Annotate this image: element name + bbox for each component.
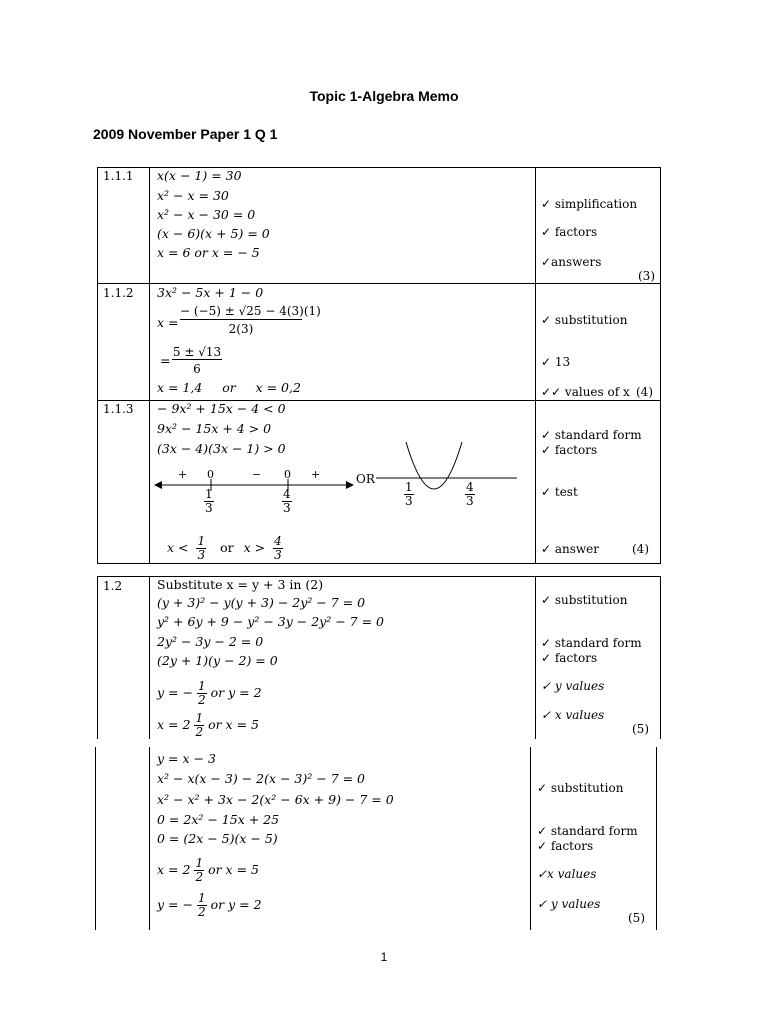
- y-values-line: y = − $\frac{1}{2}$ or y = 2: [157, 891, 262, 919]
- mark-item: ✓ factors: [541, 651, 598, 665]
- mark-item: ✓ substitution: [541, 593, 628, 607]
- fraction-four-thirds: $\frac{4}{3}$: [283, 487, 291, 515]
- mark-item: ✓ y values: [537, 897, 601, 911]
- working-line: x = 6 or x = − 5: [157, 245, 260, 260]
- sign-label: 0: [207, 468, 214, 481]
- mark-item: ✓ test: [541, 485, 578, 499]
- table-border: [660, 576, 661, 739]
- working-line: (x − 6)(x + 5) = 0: [157, 226, 270, 241]
- working-line: x² − x² + 3x − 2(x² − 6x + 9) − 7 = 0: [157, 792, 394, 807]
- mark-item: ✓answers: [541, 255, 602, 269]
- x-values-line: x = 2 $\frac{1}{2}$ or x = 5: [157, 856, 259, 884]
- mark-item: ✓ simplification: [541, 197, 638, 211]
- table-border: [97, 576, 98, 739]
- working-line: (2y + 1)(y − 2) = 0: [157, 653, 278, 668]
- y-values-line: y = − $\frac{1}{2}$ or y = 2: [157, 679, 262, 707]
- mark-item: ✓ substitution: [541, 313, 628, 327]
- question-number: 1.2: [103, 579, 123, 593]
- answer-line: x = 1,4 or x = 0,2: [157, 380, 301, 395]
- page-number: 1: [380, 950, 388, 964]
- working-line: x(x − 1) = 30: [157, 168, 242, 183]
- mark-item: ✓ factors: [541, 225, 598, 239]
- working-line: (y + 3)² − y(y + 3) − 2y² − 7 = 0: [157, 595, 366, 610]
- or-label: OR: [356, 472, 375, 486]
- mark-total: (5): [632, 722, 649, 736]
- column-divider: [530, 747, 531, 930]
- column-divider: [535, 576, 536, 739]
- column-divider: [535, 167, 536, 564]
- sign-label: 0: [284, 468, 291, 481]
- inequality-answer: x < $\frac{1}{3}$ or x > $\frac{4}{3}$: [167, 534, 282, 562]
- row-divider: [97, 283, 661, 284]
- question-number: 1.1.2: [103, 286, 134, 300]
- parabola-sketch: [376, 440, 521, 510]
- mark-item: ✓ factors: [541, 443, 598, 457]
- working-line: x² − x = 30: [157, 188, 229, 203]
- question-number: 1.1.3: [103, 402, 134, 416]
- sign-label: −: [252, 468, 262, 481]
- fraction-one-third: $\frac{1}{3}$: [405, 480, 413, 508]
- table-border: [660, 167, 661, 564]
- mark-total: (4): [632, 542, 649, 556]
- table-border: [97, 563, 661, 564]
- mark-item: ✓ factors: [537, 839, 594, 853]
- mark-item: ✓ y values: [541, 679, 605, 693]
- sign-label: +: [311, 468, 321, 481]
- working-line: y = x − 3: [157, 751, 216, 766]
- working-line: 0 = (2x − 5)(x − 5): [157, 831, 278, 846]
- question-number: 1.1.1: [103, 169, 134, 183]
- mark-total: (5): [628, 911, 645, 925]
- mark-total: (4): [636, 385, 653, 399]
- sign-label: +: [178, 468, 188, 481]
- working-line: 0 = 2x² − 15x + 25: [157, 812, 280, 827]
- mark-item: ✓ standard form: [541, 428, 642, 442]
- mark-total: (3): [638, 269, 655, 283]
- section-subtitle: 2009 November Paper 1 Q 1: [93, 126, 278, 142]
- mark-item: ✓x values: [537, 867, 597, 881]
- mark-item: ✓✓ values of x: [541, 385, 630, 399]
- column-divider: [149, 747, 150, 930]
- mark-item: ✓ answer: [541, 542, 600, 556]
- formula-numerator: 5 ± √13: [172, 345, 222, 359]
- fraction-four-thirds: $\frac{4}{3}$: [466, 480, 474, 508]
- working-line: 9x² − 15x + 4 > 0: [157, 421, 272, 436]
- mark-item: ✓ standard form: [537, 824, 638, 838]
- working-line: (3x − 4)(3x − 1) > 0: [157, 441, 286, 456]
- mark-item: ✓ standard form: [541, 636, 642, 650]
- table-border: [656, 747, 657, 930]
- column-divider: [149, 576, 150, 739]
- working-line: 2y² − 3y − 2 = 0: [157, 634, 264, 649]
- mark-item: ✓ substitution: [537, 781, 624, 795]
- table-border: [95, 747, 96, 930]
- x-values-line: x = 2 $\frac{1}{2}$ or x = 5: [157, 711, 259, 739]
- working-line: x² − x(x − 3) − 2(x − 3)² − 7 = 0: [157, 771, 366, 786]
- mark-item: ✓ x values: [541, 708, 605, 722]
- mark-item: ✓ 13: [541, 355, 571, 369]
- x-equals: x =: [157, 315, 179, 330]
- working-line: Substitute x = y + 3 in (2): [157, 577, 324, 592]
- working-line: − 9x² + 15x − 4 < 0: [157, 401, 286, 416]
- working-line: x² − x − 30 = 0: [157, 207, 256, 222]
- formula-denominator: 6: [193, 362, 201, 376]
- table-border: [97, 167, 98, 564]
- equals-sign: =: [160, 353, 171, 368]
- fraction-one-third: $\frac{1}{3}$: [205, 487, 213, 515]
- working-line: y² + 6y + 9 − y² − 3y − 2y² − 7 = 0: [157, 614, 385, 629]
- formula-numerator: − (−5) ± √25 − 4(3)(1): [180, 304, 321, 318]
- working-line: 3x² − 5x + 1 − 0: [157, 285, 264, 300]
- page-title: Topic 1-Algebra Memo: [309, 88, 459, 104]
- formula-denominator: 2(3): [228, 322, 254, 336]
